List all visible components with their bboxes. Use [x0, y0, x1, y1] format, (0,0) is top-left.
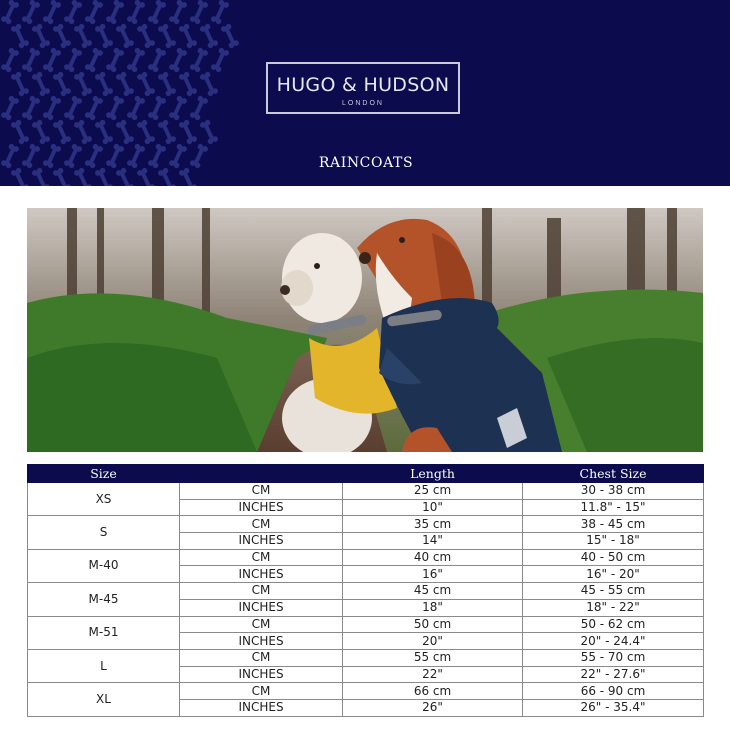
length-cell: 25 cm — [343, 483, 523, 500]
unit-cell: INCHES — [180, 533, 343, 550]
header-banner — [0, 0, 730, 186]
table-row — [28, 616, 704, 633]
unit-cell: CM — [180, 683, 343, 700]
chest-cell: 50 - 62 cm — [523, 616, 704, 633]
chest-cell: 11.8" - 15" — [523, 499, 704, 516]
unit-cell: INCHES — [180, 633, 343, 650]
length-cell: 22" — [343, 666, 523, 683]
unit-cell: INCHES — [180, 699, 343, 716]
chest-cell: 45 - 55 cm — [523, 583, 704, 600]
length-cell: 10" — [343, 499, 523, 516]
table-row — [28, 583, 704, 600]
header-size: Size — [28, 465, 180, 483]
size-cell: M-40 — [28, 549, 180, 582]
chest-cell: 22" - 27.6" — [523, 666, 704, 683]
length-cell: 50 cm — [343, 616, 523, 633]
size-cell: M-51 — [28, 616, 180, 649]
unit-cell: INCHES — [180, 666, 343, 683]
unit-cell: INCHES — [180, 499, 343, 516]
chest-cell: 18" - 22" — [523, 599, 704, 616]
chest-cell: 38 - 45 cm — [523, 516, 704, 533]
unit-cell: CM — [180, 549, 343, 566]
length-cell: 26" — [343, 699, 523, 716]
length-cell: 20" — [343, 633, 523, 650]
chest-cell: 20" - 24.4" — [523, 633, 704, 650]
size-cell: L — [28, 649, 180, 682]
length-cell: 16" — [343, 566, 523, 583]
chest-cell: 66 - 90 cm — [523, 683, 704, 700]
table-row — [28, 516, 704, 533]
page-subtitle: RAINCOATS — [318, 155, 414, 171]
brand-city: LONDON — [342, 100, 384, 107]
table-row — [28, 483, 704, 500]
chest-cell: 55 - 70 cm — [523, 649, 704, 666]
unit-cell: INCHES — [180, 566, 343, 583]
chest-cell: 26" - 35.4" — [523, 699, 704, 716]
table-row — [28, 549, 704, 566]
table-header-row — [28, 465, 704, 483]
dogs-in-raincoats-photo — [27, 208, 703, 452]
unit-cell: CM — [180, 516, 343, 533]
length-cell: 66 cm — [343, 683, 523, 700]
header-chest-size: Chest Size — [523, 465, 704, 483]
size-cell: XS — [28, 483, 180, 516]
size-cell: XL — [28, 683, 180, 716]
table-row — [28, 649, 704, 666]
chest-cell: 16" - 20" — [523, 566, 704, 583]
chest-cell: 30 - 38 cm — [523, 483, 704, 500]
photo-illustration — [27, 208, 703, 452]
size-cell: M-45 — [28, 583, 180, 616]
size-cell: S — [28, 516, 180, 549]
length-cell: 35 cm — [343, 516, 523, 533]
length-cell: 18" — [343, 599, 523, 616]
size-chart-table — [27, 464, 704, 717]
header-unit — [180, 465, 343, 483]
brand-name: HUGO & HUDSON — [276, 74, 450, 96]
unit-cell: CM — [180, 649, 343, 666]
unit-cell: INCHES — [180, 599, 343, 616]
header-length: Length — [343, 465, 523, 483]
chest-cell: 40 - 50 cm — [523, 549, 704, 566]
length-cell: 55 cm — [343, 649, 523, 666]
brand-logo — [266, 62, 460, 114]
table-row — [28, 683, 704, 700]
length-cell: 40 cm — [343, 549, 523, 566]
chest-cell: 15" - 18" — [523, 533, 704, 550]
unit-cell: CM — [180, 616, 343, 633]
unit-cell: CM — [180, 583, 343, 600]
length-cell: 14" — [343, 533, 523, 550]
unit-cell: CM — [180, 483, 343, 500]
length-cell: 45 cm — [343, 583, 523, 600]
